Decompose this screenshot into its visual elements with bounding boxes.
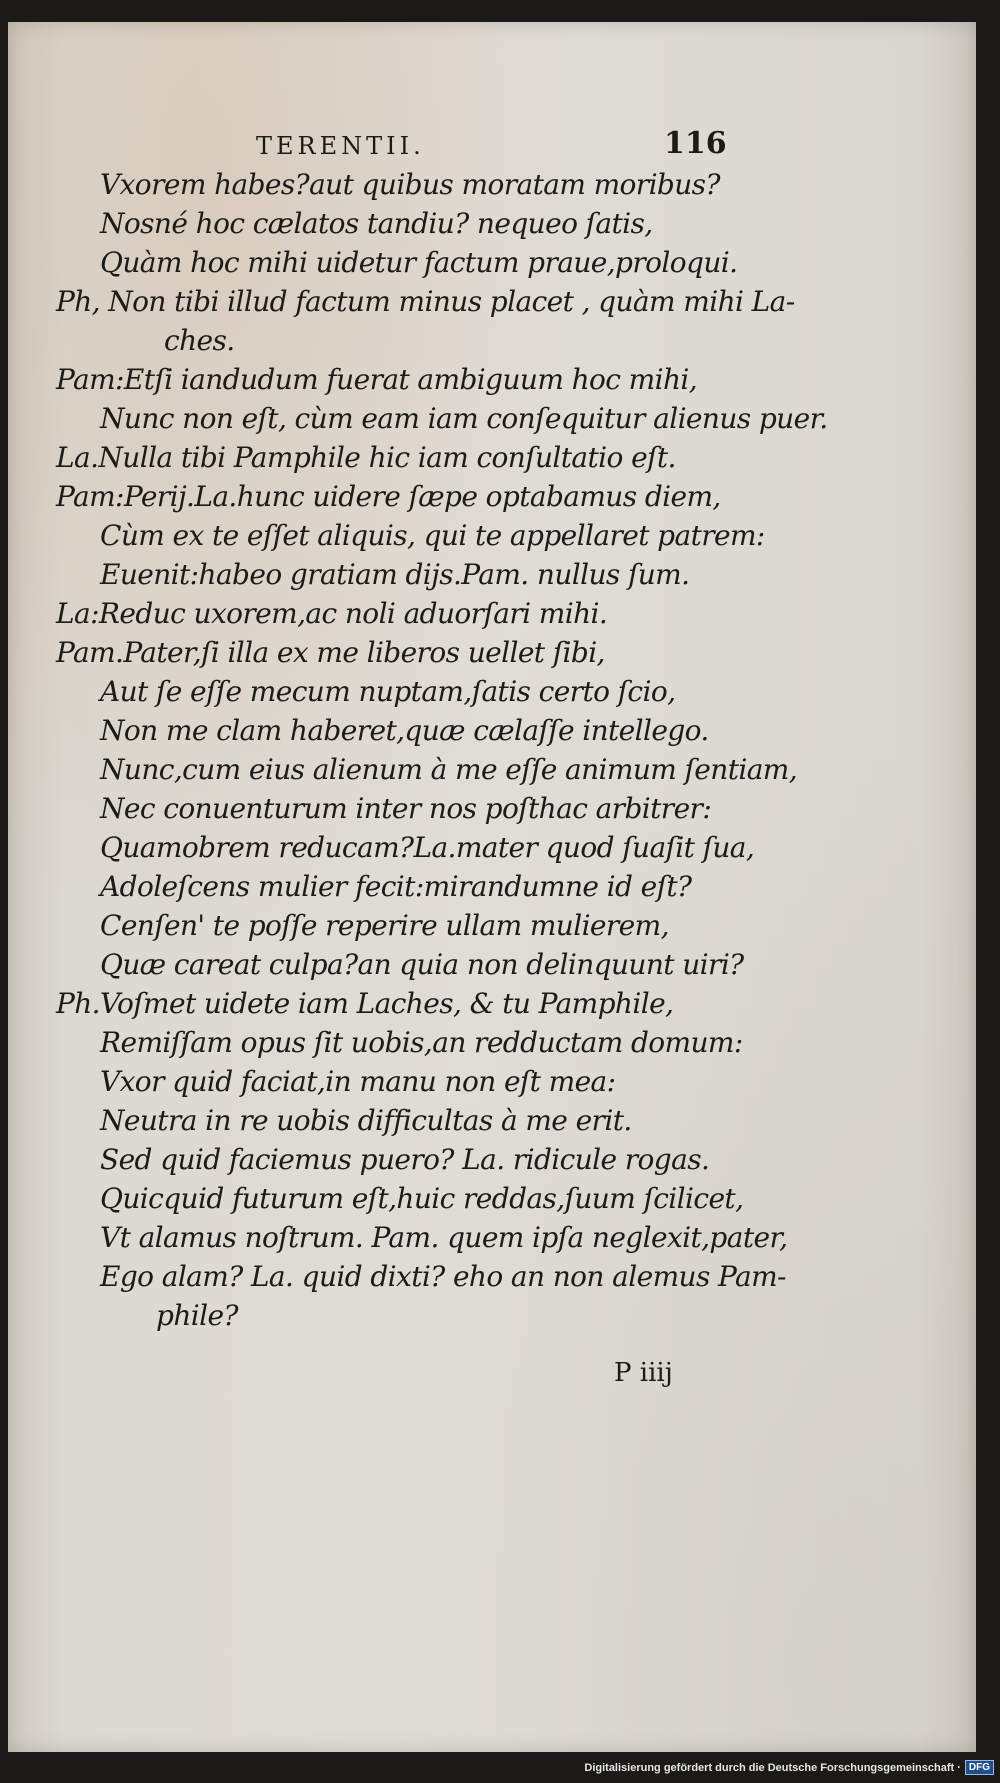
text-line: Adoleſcens mulier fecit:mirandumne id eſt?	[100, 870, 692, 903]
text-line: ches.	[164, 324, 235, 357]
text-line: La:Reduc uxorem,ac noli aduorſari mihi.	[56, 597, 608, 630]
text-line: Aut ſe eſſe mecum nuptam,ſatis certo ſcio,	[100, 675, 676, 708]
signature-mark: P iiij	[614, 1358, 673, 1388]
text-line: Cùm ex te eſſet aliquis, qui te appellaret patrem:	[100, 519, 765, 552]
text-line: Pam.Pater,ſi illa ex me liberos uellet ſibi,	[56, 636, 605, 669]
text-line: Nosné hoc cælatos tandiu? nequeo ſatis,	[100, 207, 653, 240]
text-line: Quicquid futurum eſt,huic reddas,ſuum ſcilicet,	[100, 1182, 744, 1215]
text-line: Non me clam haberet,quæ cælaſſe intellego.	[100, 714, 709, 747]
text-line: Vxorem habes?aut quibus moratam moribus?	[100, 168, 720, 201]
text-line: Ego alam? La. quid dixti? eho an non alemus Pam-	[100, 1260, 786, 1293]
text-line: Pam:Etſi iandudum fuerat ambiguum hoc mihi,	[56, 363, 698, 396]
text-line: Remiſſam opus ſit uobis,an redductam domum:	[100, 1026, 743, 1059]
text-line: La.Nulla tibi Pamphile hic iam conſultatio eſt.	[56, 441, 676, 474]
text-line: Nunc non eſt, cùm eam iam conſequitur alienus puer.	[100, 402, 828, 435]
footer-credit	[584, 1760, 994, 1775]
text-line: Euenit:habeo gratiam dijs.Pam. nullus ſum.	[100, 558, 690, 591]
text-line: Ph.Voſmet uidete iam Laches, & tu Pamphile,	[56, 987, 674, 1020]
text-line: Quamobrem reducam?La.mater quod ſuaſit ſua,	[100, 831, 755, 864]
text-line: phile?	[156, 1299, 238, 1332]
text-line: Vxor quid faciat,in manu non eſt mea:	[100, 1065, 616, 1098]
text-line: Quæ careat culpa?an quia non delinquunt uiri?	[100, 948, 744, 981]
text-line: Nec conuenturum inter nos poſthac arbitrer:	[100, 792, 712, 825]
page-number: 116	[664, 126, 727, 161]
text-line: Vt alamus noſtrum. Pam. quem ipſa neglexit,pater,	[100, 1221, 788, 1254]
footer-text: Digitalisierung gefördert durch die Deutsche Forschungsgemeinschaft ·	[584, 1761, 961, 1774]
dfg-logo-icon: DFG	[965, 1760, 994, 1775]
text-line: Cenſen' te poſſe reperire ullam mulierem,	[100, 909, 669, 942]
text-line: Quàm hoc mihi uidetur factum praue,proloqui.	[100, 246, 738, 279]
text-line: Nunc,cum eius alienum à me eſſe animum ſentiam,	[100, 753, 798, 786]
text-line: Sed quid faciemus puero? La. ridicule rogas.	[100, 1143, 710, 1176]
text-line: Ph, Non tibi illud factum minus placet , quàm mihi La-	[56, 285, 795, 318]
text-line: Pam:Perij.La.hunc uidere ſæpe optabamus diem,	[56, 480, 721, 513]
book-page	[8, 22, 976, 1752]
text-line: Neutra in re uobis difficultas à me erit.	[100, 1104, 632, 1137]
running-title: TERENTII.	[256, 132, 425, 160]
